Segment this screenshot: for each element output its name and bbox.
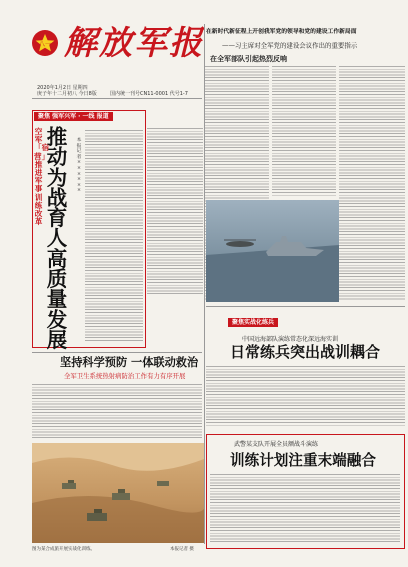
top-article-subtitle: ——习主席对全军党的建设会议作出的重要指示 — [222, 42, 358, 50]
top-article-headline: 在新时代新征程上开创我军党的领导和党的建设工作新局面 — [206, 28, 357, 35]
mid-article-tag: 聚焦实战化练兵 — [228, 318, 278, 327]
bottom-article-body — [210, 474, 400, 544]
mid-article-kicker: 中国远海部队演练常态化深远海实训 — [242, 336, 339, 343]
masthead-code: 国内统一刊号CN11-0001 代号1-7 — [110, 91, 188, 97]
desert-training-photo — [32, 443, 204, 543]
feature-body — [85, 130, 143, 342]
mid-left-body — [147, 128, 203, 294]
top-article-body-col3 — [339, 66, 405, 300]
feature-vertical-subtitle: 空军「宿营」推进军事训练改革 — [34, 127, 50, 227]
top-article-kicker: 在全军部队引起热烈反响 — [210, 54, 287, 63]
mid-article-divider — [206, 306, 405, 307]
feature-byline: 本报记者 ××× ××× — [76, 138, 82, 194]
warship-photo — [206, 200, 339, 302]
svg-text:八一: 八一 — [38, 41, 52, 48]
masthead-title: 解放军报 — [64, 23, 204, 62]
left-article-subtitle: 全军卫生系统热射病防治工作有力有序开展 — [64, 372, 186, 380]
bottom-article-kicker: 武警某支队开展全员额战斗演练 — [234, 441, 319, 448]
left-article-body — [32, 384, 202, 440]
left-article-divider — [32, 352, 202, 353]
column-rule — [204, 24, 205, 544]
masthead-divider — [32, 98, 202, 99]
mid-article-body — [206, 366, 405, 426]
feature-vertical-title: 推动为战育人高质量发展 — [46, 125, 68, 352]
top-article-body-col2 — [272, 66, 336, 196]
masthead-edition: 庚子年十二月初八 今日8版 — [37, 91, 97, 97]
left-article-headline: 坚持科学预防 一体联动救治 — [60, 356, 199, 369]
mid-article-headline: 日常练兵突出战训耦合 — [230, 343, 381, 361]
photo-credit: 本报记者 摄 — [170, 547, 194, 552]
bottom-article-headline: 训练计划注重末端融合 — [230, 452, 376, 469]
masthead-date: 2020年1月2日 星期四 — [37, 85, 88, 91]
feature-tag: 聚焦 强军兴军 · 一线 报道 — [34, 112, 113, 121]
desert-photo-caption: 图为某合成旅开展实战化训练。 — [32, 547, 95, 552]
bayi-emblem-icon — [32, 30, 58, 56]
